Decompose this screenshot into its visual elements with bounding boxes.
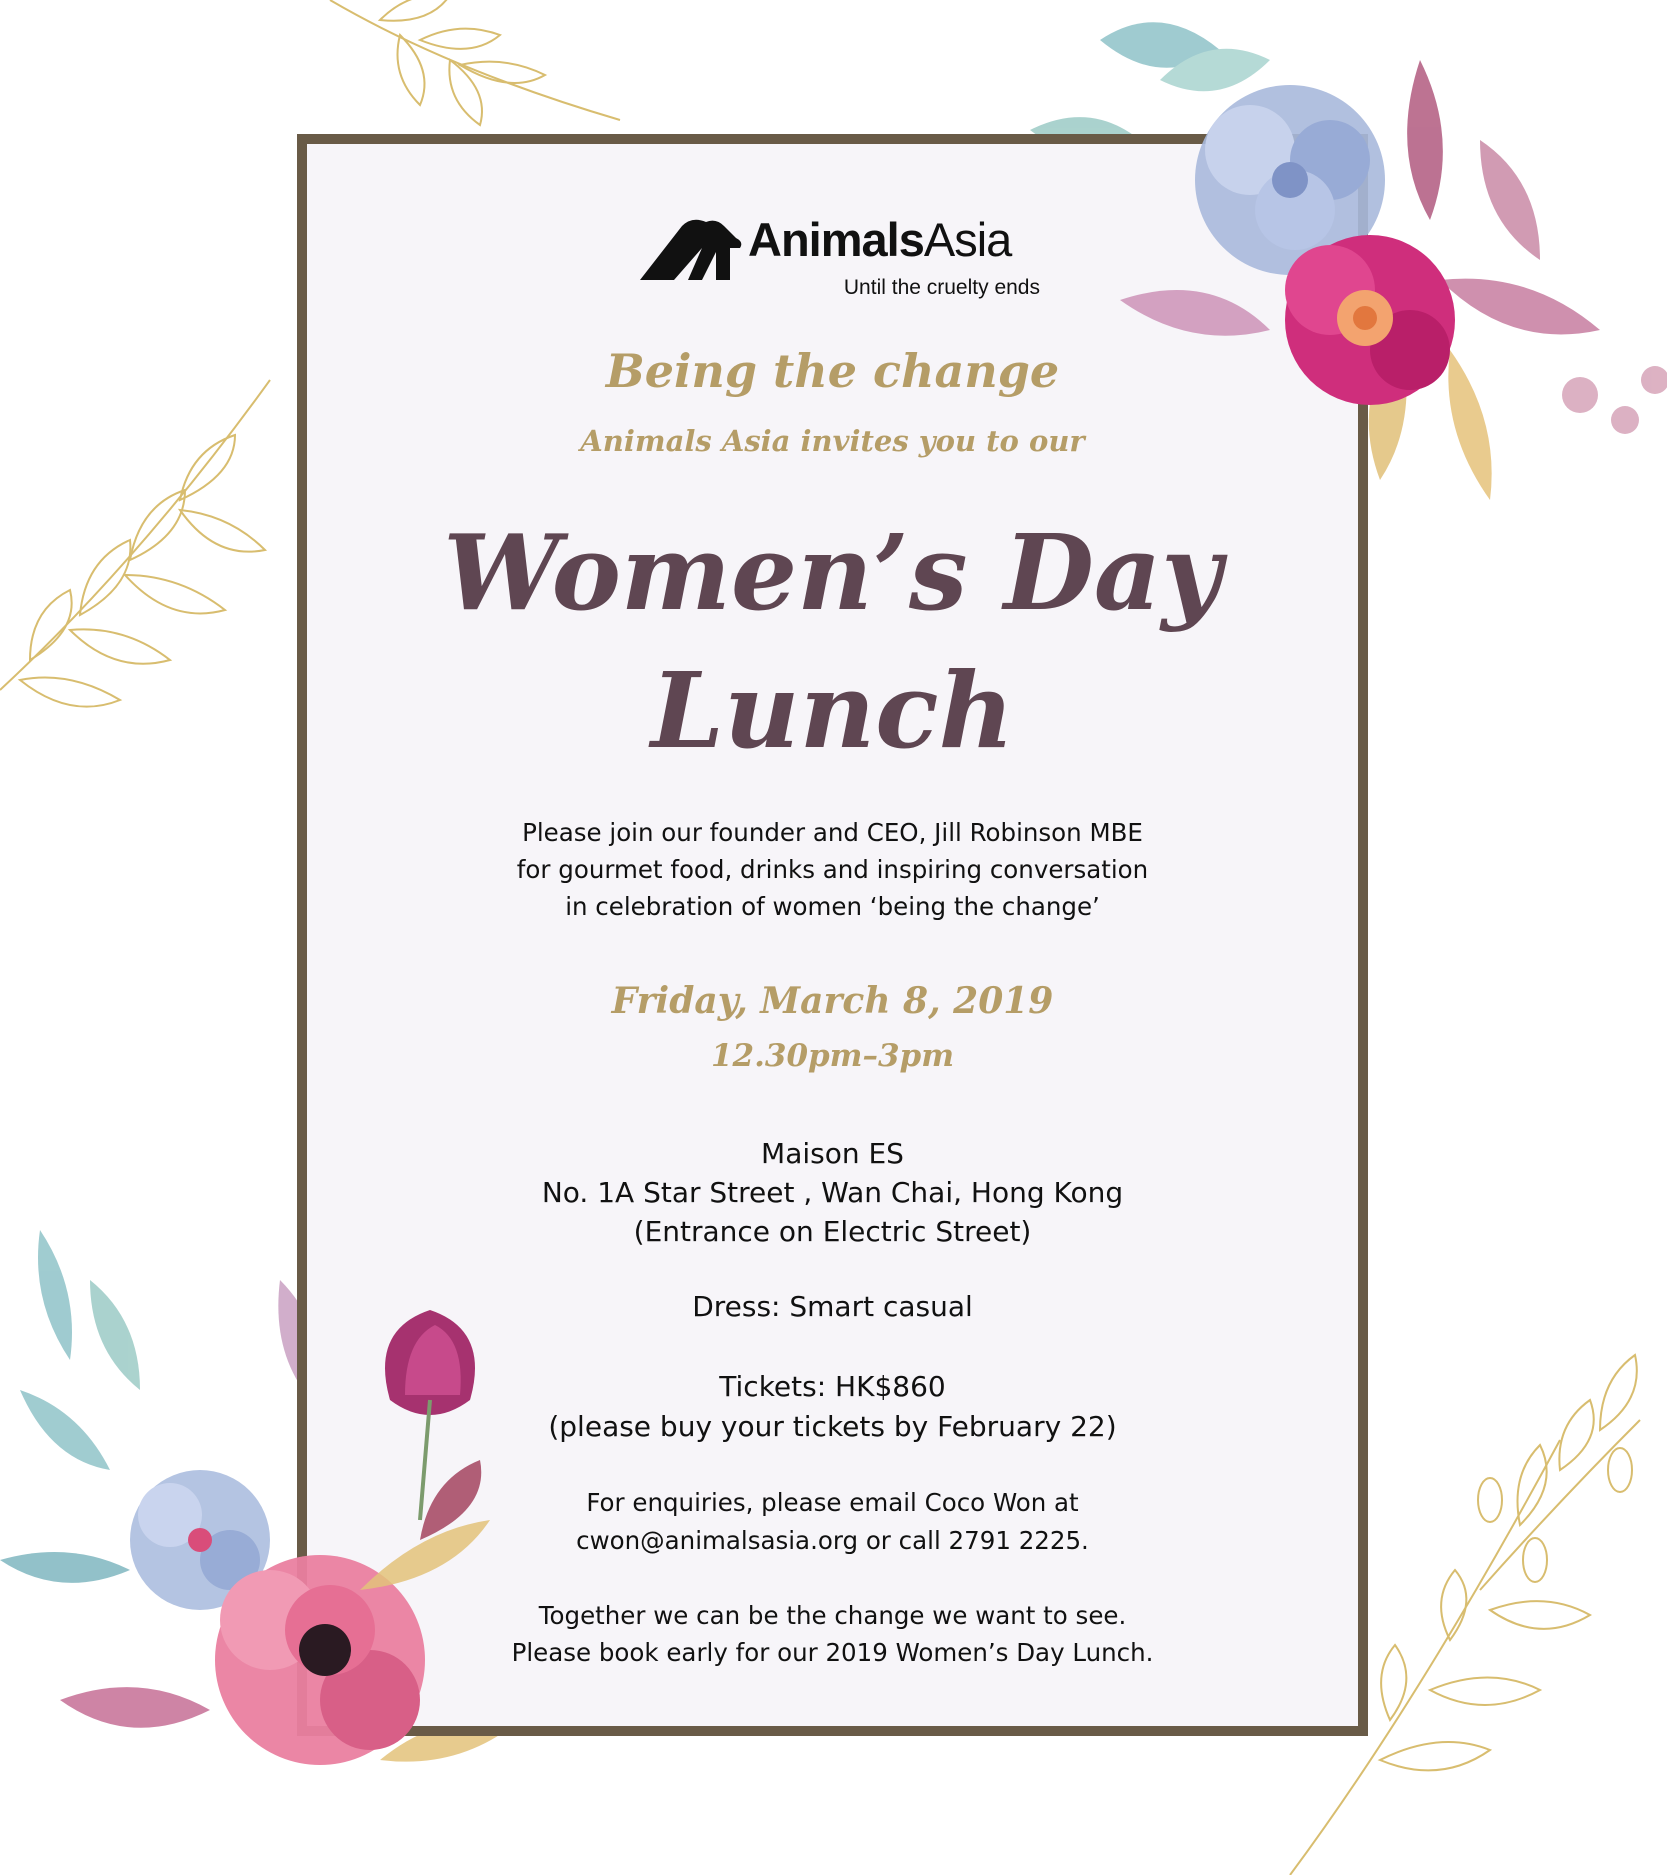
intro-paragraph: Please join our founder and CEO, Jill Robinson MBE for gourmet food, drinks and inspiring conversation in celebration of women ‘being the change’ — [516, 818, 1149, 921]
tickets-block — [307, 1367, 1358, 1447]
event-title-line-1: Women’s Day — [443, 511, 1222, 634]
being-the-change-heading: Being the change — [605, 344, 1060, 398]
brand-name: AnimalsAsia — [748, 213, 1012, 266]
contact-info: cwon@animalsasia.org or call 2791 2225. — [576, 1526, 1089, 1555]
ticket-deadline: (please buy your tickets by February 22) — [548, 1410, 1117, 1443]
venue-entrance: (Entrance on Electric Street) — [633, 1215, 1032, 1248]
dress-code: Dress: Smart casual — [692, 1290, 973, 1323]
gold-branch-left — [0, 380, 270, 690]
event-time: 12.30pm–3pm — [710, 1038, 955, 1074]
enquiry-block: For enquiries, please email Coco Won at cwon@animalsasia.org or call 2791 2225. — [307, 1484, 1358, 1560]
animals-asia-logo — [640, 184, 1040, 304]
venue-name: Maison ES — [761, 1137, 904, 1170]
venue-address: No. 1A Star Street , Wan Chai, Hong Kong — [541, 1176, 1124, 1209]
event-title-line-2: Lunch — [650, 649, 1015, 772]
closing-block: Together we can be the change we want to see. Please book early for our 2019 Women’s Day Lunch. — [511, 1601, 1154, 1667]
venue-block — [307, 1134, 1358, 1251]
event-title — [307, 504, 1358, 780]
event-date: Friday, March 8, 2019 — [611, 980, 1054, 1022]
ticket-price: Tickets: HK$860 — [719, 1370, 946, 1403]
brand-tagline: Until the cruelty ends — [843, 276, 1040, 299]
gold-branch-top-left — [330, 0, 620, 120]
invite-line: Animals Asia invites you to our — [580, 424, 1085, 458]
invitation-card — [297, 134, 1368, 1736]
bear-logo-icon — [640, 218, 750, 280]
